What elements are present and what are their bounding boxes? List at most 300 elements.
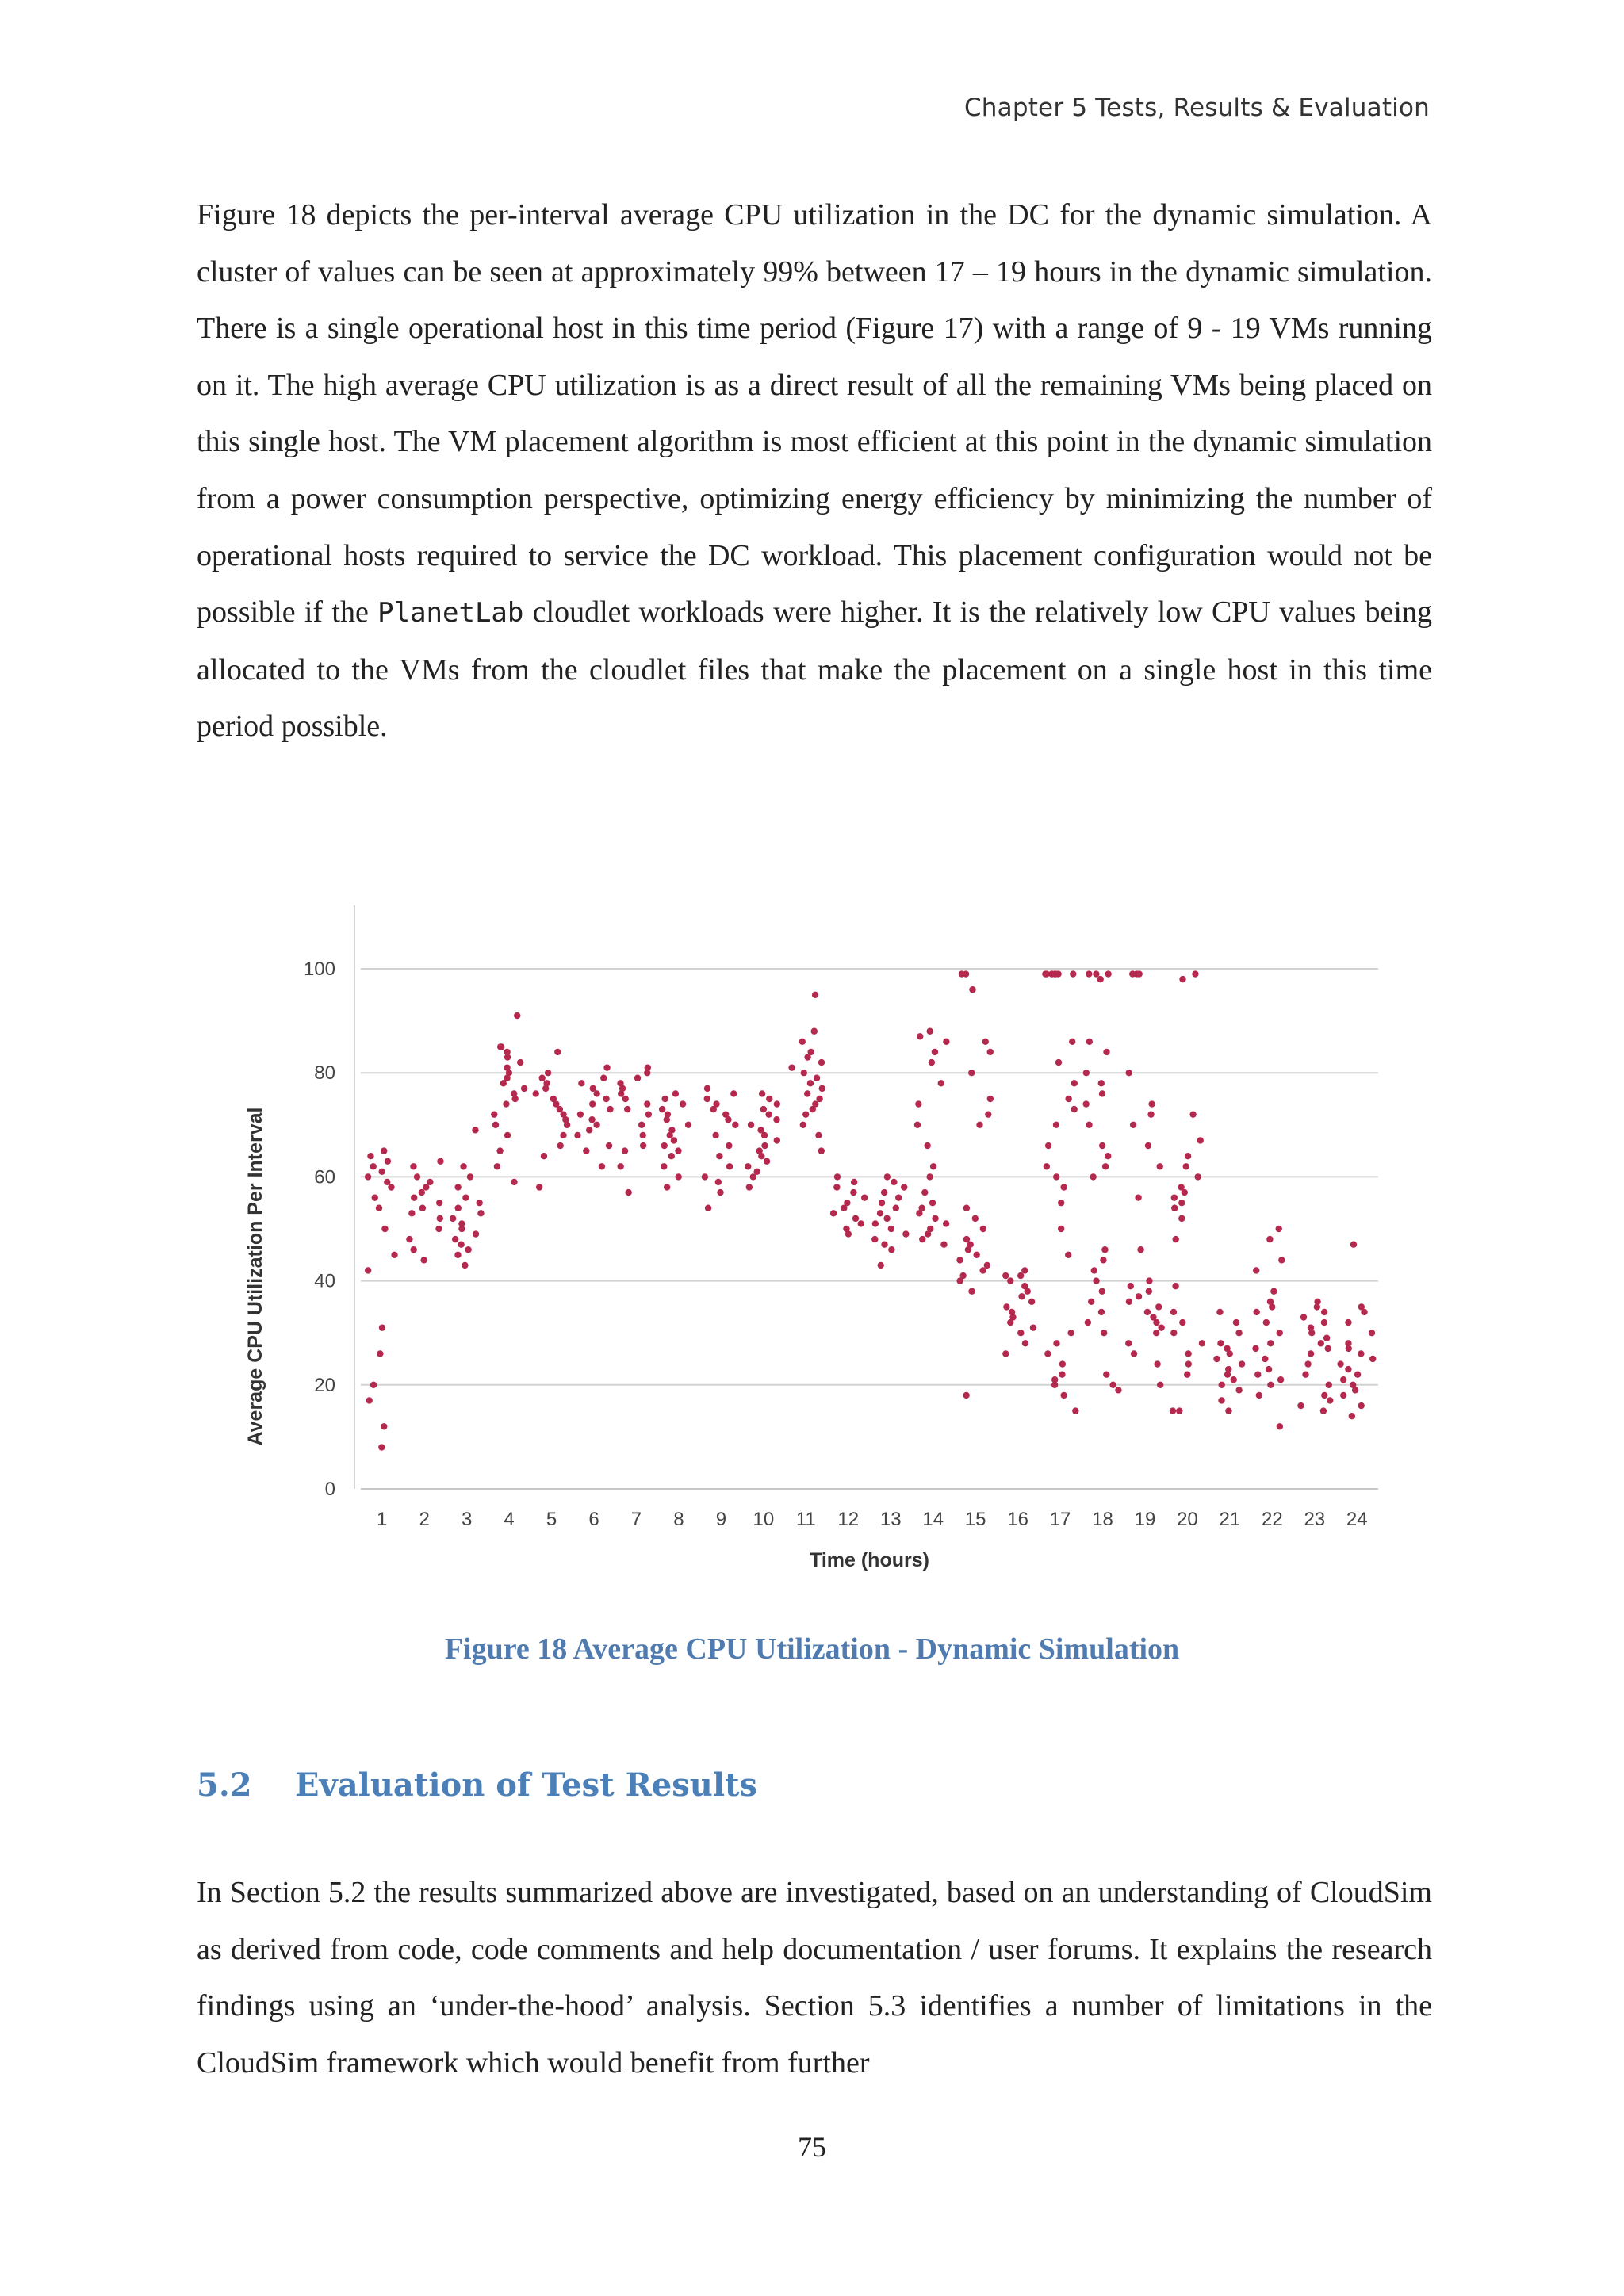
data-point [496, 1147, 503, 1154]
data-point [622, 1147, 628, 1154]
data-point [1320, 1407, 1327, 1414]
x-tick-label: 21 [1219, 1509, 1241, 1530]
data-point [1105, 970, 1111, 977]
data-point [419, 1189, 425, 1196]
x-tick-label: 4 [504, 1509, 515, 1530]
data-point [715, 1179, 722, 1185]
data-point [606, 1142, 612, 1149]
data-point [807, 1080, 814, 1086]
data-point [554, 1049, 561, 1055]
data-point [943, 1220, 949, 1226]
data-point [1099, 1142, 1105, 1149]
data-point [973, 1252, 979, 1258]
data-point [593, 1122, 599, 1128]
data-point [492, 1122, 499, 1128]
data-point [1059, 1360, 1066, 1367]
data-point [1185, 1153, 1191, 1159]
data-point [586, 1127, 592, 1133]
data-point [365, 1173, 371, 1180]
x-tick-label: 7 [630, 1509, 642, 1530]
data-point [1156, 1163, 1162, 1169]
data-point [377, 1350, 383, 1357]
data-point [1179, 1319, 1185, 1326]
data-point [814, 1075, 820, 1081]
data-point [452, 1236, 458, 1242]
data-point [1130, 1122, 1136, 1128]
data-point [1349, 1413, 1355, 1419]
data-point [370, 1382, 377, 1388]
x-tick-label: 13 [879, 1509, 902, 1530]
data-point [804, 1090, 810, 1096]
data-point [811, 1028, 818, 1035]
data-point [1318, 1340, 1324, 1346]
data-point [437, 1215, 443, 1222]
data-point [930, 1163, 936, 1169]
data-point [384, 1179, 390, 1185]
data-point [574, 1132, 580, 1138]
data-point [893, 1205, 899, 1211]
x-tick-label: 22 [1262, 1509, 1283, 1530]
data-point [1086, 1039, 1093, 1045]
data-point [661, 1142, 668, 1149]
data-point [454, 1252, 461, 1258]
data-point [1266, 1236, 1273, 1242]
data-point [915, 1100, 921, 1107]
y-tick-label: 0 [324, 1479, 335, 1500]
data-point [1178, 1184, 1184, 1190]
data-point [760, 1106, 767, 1112]
data-point [668, 1127, 675, 1133]
data-point [1098, 1080, 1105, 1086]
data-point [895, 1194, 902, 1200]
data-point [664, 1184, 670, 1190]
data-point [557, 1142, 563, 1149]
data-point [1350, 1382, 1356, 1388]
data-point [625, 1189, 631, 1196]
data-point [1308, 1324, 1314, 1330]
section-title: Evaluation of Test Results [295, 1766, 758, 1804]
data-point [1051, 970, 1058, 977]
data-point [1321, 1319, 1327, 1326]
x-tick-label: 14 [922, 1509, 944, 1530]
data-point [1150, 1314, 1156, 1320]
data-point [437, 1158, 443, 1165]
data-point [1146, 1288, 1152, 1295]
data-point [1069, 1039, 1075, 1045]
data-point [702, 1173, 708, 1180]
data-point [634, 1075, 641, 1081]
x-tick-label: 20 [1177, 1509, 1198, 1530]
body-paragraph-1 [197, 187, 1432, 756]
x-tick-label: 19 [1134, 1509, 1156, 1530]
data-point [773, 1116, 779, 1123]
data-point [1071, 1080, 1078, 1086]
data-point [927, 1226, 933, 1232]
data-point [716, 1153, 722, 1159]
data-point [1171, 1194, 1178, 1200]
data-point [1340, 1376, 1346, 1383]
data-point [1115, 1387, 1121, 1393]
data-point [929, 1059, 935, 1066]
data-point [378, 1169, 385, 1175]
data-point [834, 1173, 841, 1180]
data-point [730, 1090, 737, 1096]
data-point [1225, 1366, 1231, 1372]
data-point [713, 1100, 719, 1107]
data-point [1099, 1288, 1105, 1295]
data-point [376, 1205, 382, 1211]
data-point [940, 1241, 947, 1247]
data-point [1302, 1371, 1308, 1377]
data-point [1276, 1226, 1282, 1232]
data-point [1216, 1309, 1223, 1315]
data-point [624, 1106, 630, 1112]
data-point [1103, 1049, 1109, 1055]
data-point [888, 1246, 894, 1253]
data-point [1358, 1303, 1365, 1310]
data-point [1086, 1122, 1092, 1128]
data-point [765, 1111, 772, 1117]
data-point [378, 1444, 385, 1450]
data-point [963, 1205, 970, 1211]
data-point [1189, 1111, 1196, 1117]
data-point [1051, 1376, 1058, 1383]
data-point [766, 1096, 772, 1102]
x-tick-label: 17 [1049, 1509, 1071, 1530]
data-point [1185, 1350, 1191, 1357]
data-point [497, 1043, 504, 1050]
data-point [963, 1236, 970, 1242]
x-tick-label: 24 [1346, 1509, 1368, 1530]
data-point [982, 1039, 989, 1045]
data-point [879, 1200, 885, 1206]
data-point [1093, 970, 1099, 977]
body-paragraph-2: In Section 5.2 the results summarized above are investigated, based on an understanding of CloudSim as derived from code, code comments and help documentation / user forums. It explains the research findings using an ‘under-the-hood’ analysis. Section 5.3 identifies a number of limitations in the CloudSim framework which would benefit from further [197, 1876, 1432, 2080]
data-point [1219, 1382, 1225, 1388]
data-point [599, 1163, 605, 1169]
data-point [379, 1324, 385, 1330]
data-point [1358, 1350, 1364, 1357]
data-point [603, 1064, 610, 1070]
data-point [661, 1096, 668, 1102]
data-point [685, 1122, 691, 1128]
data-point [645, 1064, 651, 1070]
data-point [1185, 1360, 1192, 1367]
data-point [590, 1085, 596, 1092]
x-tick-label: 5 [546, 1509, 557, 1530]
data-point [1083, 1070, 1090, 1076]
data-point [1178, 1200, 1185, 1206]
data-point [1021, 1267, 1028, 1273]
data-point [726, 1142, 732, 1149]
data-point [881, 1241, 887, 1247]
data-point [1085, 1319, 1091, 1326]
data-point [577, 1111, 584, 1117]
data-point [1225, 1407, 1231, 1414]
data-point [816, 1096, 822, 1102]
x-tick-label: 8 [673, 1509, 684, 1530]
data-point [919, 1236, 925, 1242]
data-point [536, 1184, 542, 1190]
data-point [494, 1163, 500, 1169]
x-tick-label: 11 [795, 1509, 816, 1530]
x-tick-label: 18 [1092, 1509, 1113, 1530]
data-point [503, 1100, 509, 1107]
data-point [473, 1230, 479, 1237]
x-tick-label: 3 [461, 1509, 473, 1530]
data-point [969, 986, 975, 993]
data-point [753, 1169, 760, 1175]
data-point [1053, 1340, 1059, 1346]
data-point [1277, 1330, 1283, 1336]
data-point [877, 1210, 883, 1216]
data-point [976, 1122, 982, 1128]
data-point [391, 1252, 397, 1258]
data-point [774, 1100, 780, 1107]
data-point [726, 1163, 733, 1169]
data-point [745, 1163, 751, 1169]
y-tick-label: 40 [314, 1270, 335, 1292]
data-point [644, 1100, 650, 1107]
data-point [1235, 1387, 1242, 1393]
data-point [462, 1262, 468, 1269]
data-point [406, 1236, 412, 1242]
data-point [959, 1272, 966, 1279]
data-point [665, 1111, 671, 1117]
data-point [514, 1012, 520, 1019]
x-tick-label: 16 [1007, 1509, 1028, 1530]
running-header: Chapter 5 Tests, Results & Evaluation [963, 94, 1430, 122]
data-point [1146, 1277, 1152, 1284]
data-point [1002, 1350, 1009, 1357]
data-point [1125, 1340, 1132, 1346]
data-point [985, 1111, 991, 1117]
data-point [550, 1096, 557, 1102]
data-point [1197, 1137, 1204, 1143]
data-point [640, 1142, 646, 1149]
y-tick-label: 20 [314, 1374, 335, 1396]
data-point [1101, 1330, 1107, 1336]
data-point [589, 1100, 596, 1107]
x-tick-label: 10 [753, 1509, 775, 1530]
data-point [852, 1215, 859, 1222]
data-point [1065, 1252, 1071, 1258]
data-point [1099, 1090, 1105, 1096]
data-point [491, 1111, 497, 1117]
data-point [1053, 1173, 1059, 1180]
x-tick-label: 15 [964, 1509, 986, 1530]
data-point [1060, 1392, 1067, 1399]
data-point [1224, 1345, 1230, 1352]
data-point [467, 1173, 473, 1180]
data-point [1088, 1299, 1094, 1305]
data-point [1345, 1366, 1351, 1372]
data-point [617, 1080, 623, 1086]
data-point [521, 1085, 527, 1092]
data-point [617, 1163, 623, 1169]
data-point [1170, 1309, 1177, 1315]
data-point [1153, 1330, 1159, 1336]
data-point [1321, 1392, 1327, 1399]
data-point [1053, 1122, 1059, 1128]
data-point [833, 1184, 840, 1190]
data-point [704, 1096, 710, 1102]
data-point [843, 1226, 849, 1232]
data-point [460, 1163, 466, 1169]
data-point [815, 1132, 822, 1138]
data-point [1233, 1319, 1239, 1326]
x-tick-label: 2 [419, 1509, 430, 1530]
data-point [704, 1085, 710, 1092]
paragraph-1-text-a: Figure 18 depicts the per-interval average CPU utilization in the DC for the dynamic simulation. A cluster of values can be seen at approximately 99% between 17 – 19 hours in the dynamic simulation. There is a single operational host in this time period (Figure 17) with a range of 9 - 19 VMs running on it. The high average CPU utilization is as a direct result of all the remaining VMs being placed on this single host. The VM placement algorithm is most efficient at this point in the dynamic simulation from a power consumption perspective, optimizing energy efficiency by minimizing the number of operational hosts required to service the DC workload. This placement configuration would not be possible if the [197, 198, 1432, 629]
data-point [1267, 1382, 1274, 1388]
data-point [1044, 1163, 1050, 1169]
data-point [1058, 1226, 1064, 1232]
data-point [872, 1220, 879, 1226]
data-point [979, 1267, 986, 1273]
data-point [1147, 1111, 1154, 1117]
data-point [1128, 1283, 1134, 1289]
data-point [675, 1147, 681, 1154]
data-point [851, 1179, 857, 1185]
data-point [545, 1070, 551, 1076]
data-point [987, 1049, 994, 1055]
data-point [819, 1085, 825, 1092]
data-point [465, 1246, 471, 1253]
data-point [1369, 1356, 1376, 1362]
data-point [1129, 970, 1136, 977]
data-point [1137, 1246, 1143, 1253]
data-point [1170, 1407, 1176, 1414]
data-point [1082, 1100, 1089, 1107]
data-point [435, 1226, 442, 1232]
data-point [1028, 1299, 1035, 1305]
data-point [1231, 1376, 1237, 1383]
data-point [408, 1210, 415, 1216]
data-point [844, 1200, 850, 1206]
data-point [1022, 1340, 1028, 1346]
data-point [588, 1116, 595, 1123]
data-point [1017, 1272, 1024, 1279]
y-tick-label: 60 [314, 1166, 335, 1188]
data-point [756, 1147, 763, 1154]
data-point [638, 1122, 645, 1128]
data-point [1103, 1371, 1109, 1377]
data-point [1235, 1330, 1242, 1336]
data-point [1337, 1360, 1343, 1367]
data-point [600, 1075, 607, 1081]
data-point [1058, 1200, 1064, 1206]
x-tick-label: 9 [715, 1509, 727, 1530]
data-point [1323, 1335, 1330, 1341]
data-point [902, 1230, 909, 1237]
data-point [800, 1122, 806, 1128]
data-point [1199, 1340, 1205, 1346]
data-point [987, 1096, 994, 1102]
data-point [1009, 1309, 1015, 1315]
data-point [1155, 1303, 1162, 1310]
figure-caption: Figure 18 Average CPU Utilization - Dynamic Simulation [444, 1632, 1180, 1666]
data-point [661, 1163, 667, 1169]
y-tick-label: 100 [303, 959, 335, 980]
data-point [801, 1070, 807, 1076]
x-tick-label: 23 [1304, 1509, 1326, 1530]
data-point [1254, 1371, 1261, 1377]
data-point [722, 1111, 729, 1117]
section-number: 5.2 [197, 1766, 252, 1804]
data-point [1173, 1236, 1179, 1242]
page-number: 75 [798, 2131, 826, 2163]
x-tick-label: 6 [588, 1509, 599, 1530]
data-point [365, 1267, 371, 1273]
data-point [1300, 1314, 1307, 1320]
data-point [578, 1080, 584, 1086]
data-point [1105, 1153, 1111, 1159]
data-point [1184, 1371, 1190, 1377]
data-point [812, 992, 818, 998]
data-point [1030, 1324, 1036, 1330]
data-point [1018, 1293, 1025, 1299]
data-point [1218, 1397, 1224, 1403]
data-point [668, 1153, 675, 1159]
data-point [871, 1236, 878, 1242]
data-point [717, 1189, 723, 1196]
data-point [761, 1142, 768, 1149]
data-point [1157, 1382, 1163, 1388]
data-point [1090, 1173, 1096, 1180]
data-point [1340, 1392, 1346, 1399]
data-point [504, 1064, 510, 1070]
data-point [1144, 1309, 1151, 1315]
data-point [1125, 1070, 1132, 1076]
data-point [511, 1179, 517, 1185]
data-point [1154, 1360, 1160, 1367]
data-point [659, 1106, 665, 1112]
data-point [1098, 1309, 1105, 1315]
data-point [675, 1173, 681, 1180]
data-point [972, 1215, 979, 1222]
data-point [1321, 1309, 1327, 1315]
data-point [818, 1147, 825, 1154]
data-point [372, 1194, 378, 1200]
data-point [1327, 1397, 1333, 1403]
data-point [1136, 1293, 1142, 1299]
data-point [420, 1257, 427, 1263]
data-point [1171, 1205, 1178, 1211]
data-point [732, 1122, 738, 1128]
data-point [381, 1226, 388, 1232]
data-point [1002, 1272, 1009, 1279]
data-point [450, 1215, 456, 1222]
data-point [607, 1106, 613, 1112]
data-point [1170, 1330, 1177, 1336]
data-point [1213, 1356, 1220, 1362]
data-point [1270, 1288, 1277, 1295]
data-point [622, 1096, 628, 1102]
data-point [541, 1153, 547, 1159]
data-point [891, 1179, 897, 1185]
data-point [883, 1215, 890, 1222]
data-point [746, 1184, 753, 1190]
data-point [858, 1220, 864, 1226]
x-tick-label: 12 [837, 1509, 860, 1530]
data-point [802, 1111, 809, 1117]
data-point [367, 1153, 373, 1159]
data-point [410, 1163, 416, 1169]
data-point [1277, 1423, 1283, 1429]
data-point [764, 1158, 770, 1165]
data-point [861, 1194, 868, 1200]
